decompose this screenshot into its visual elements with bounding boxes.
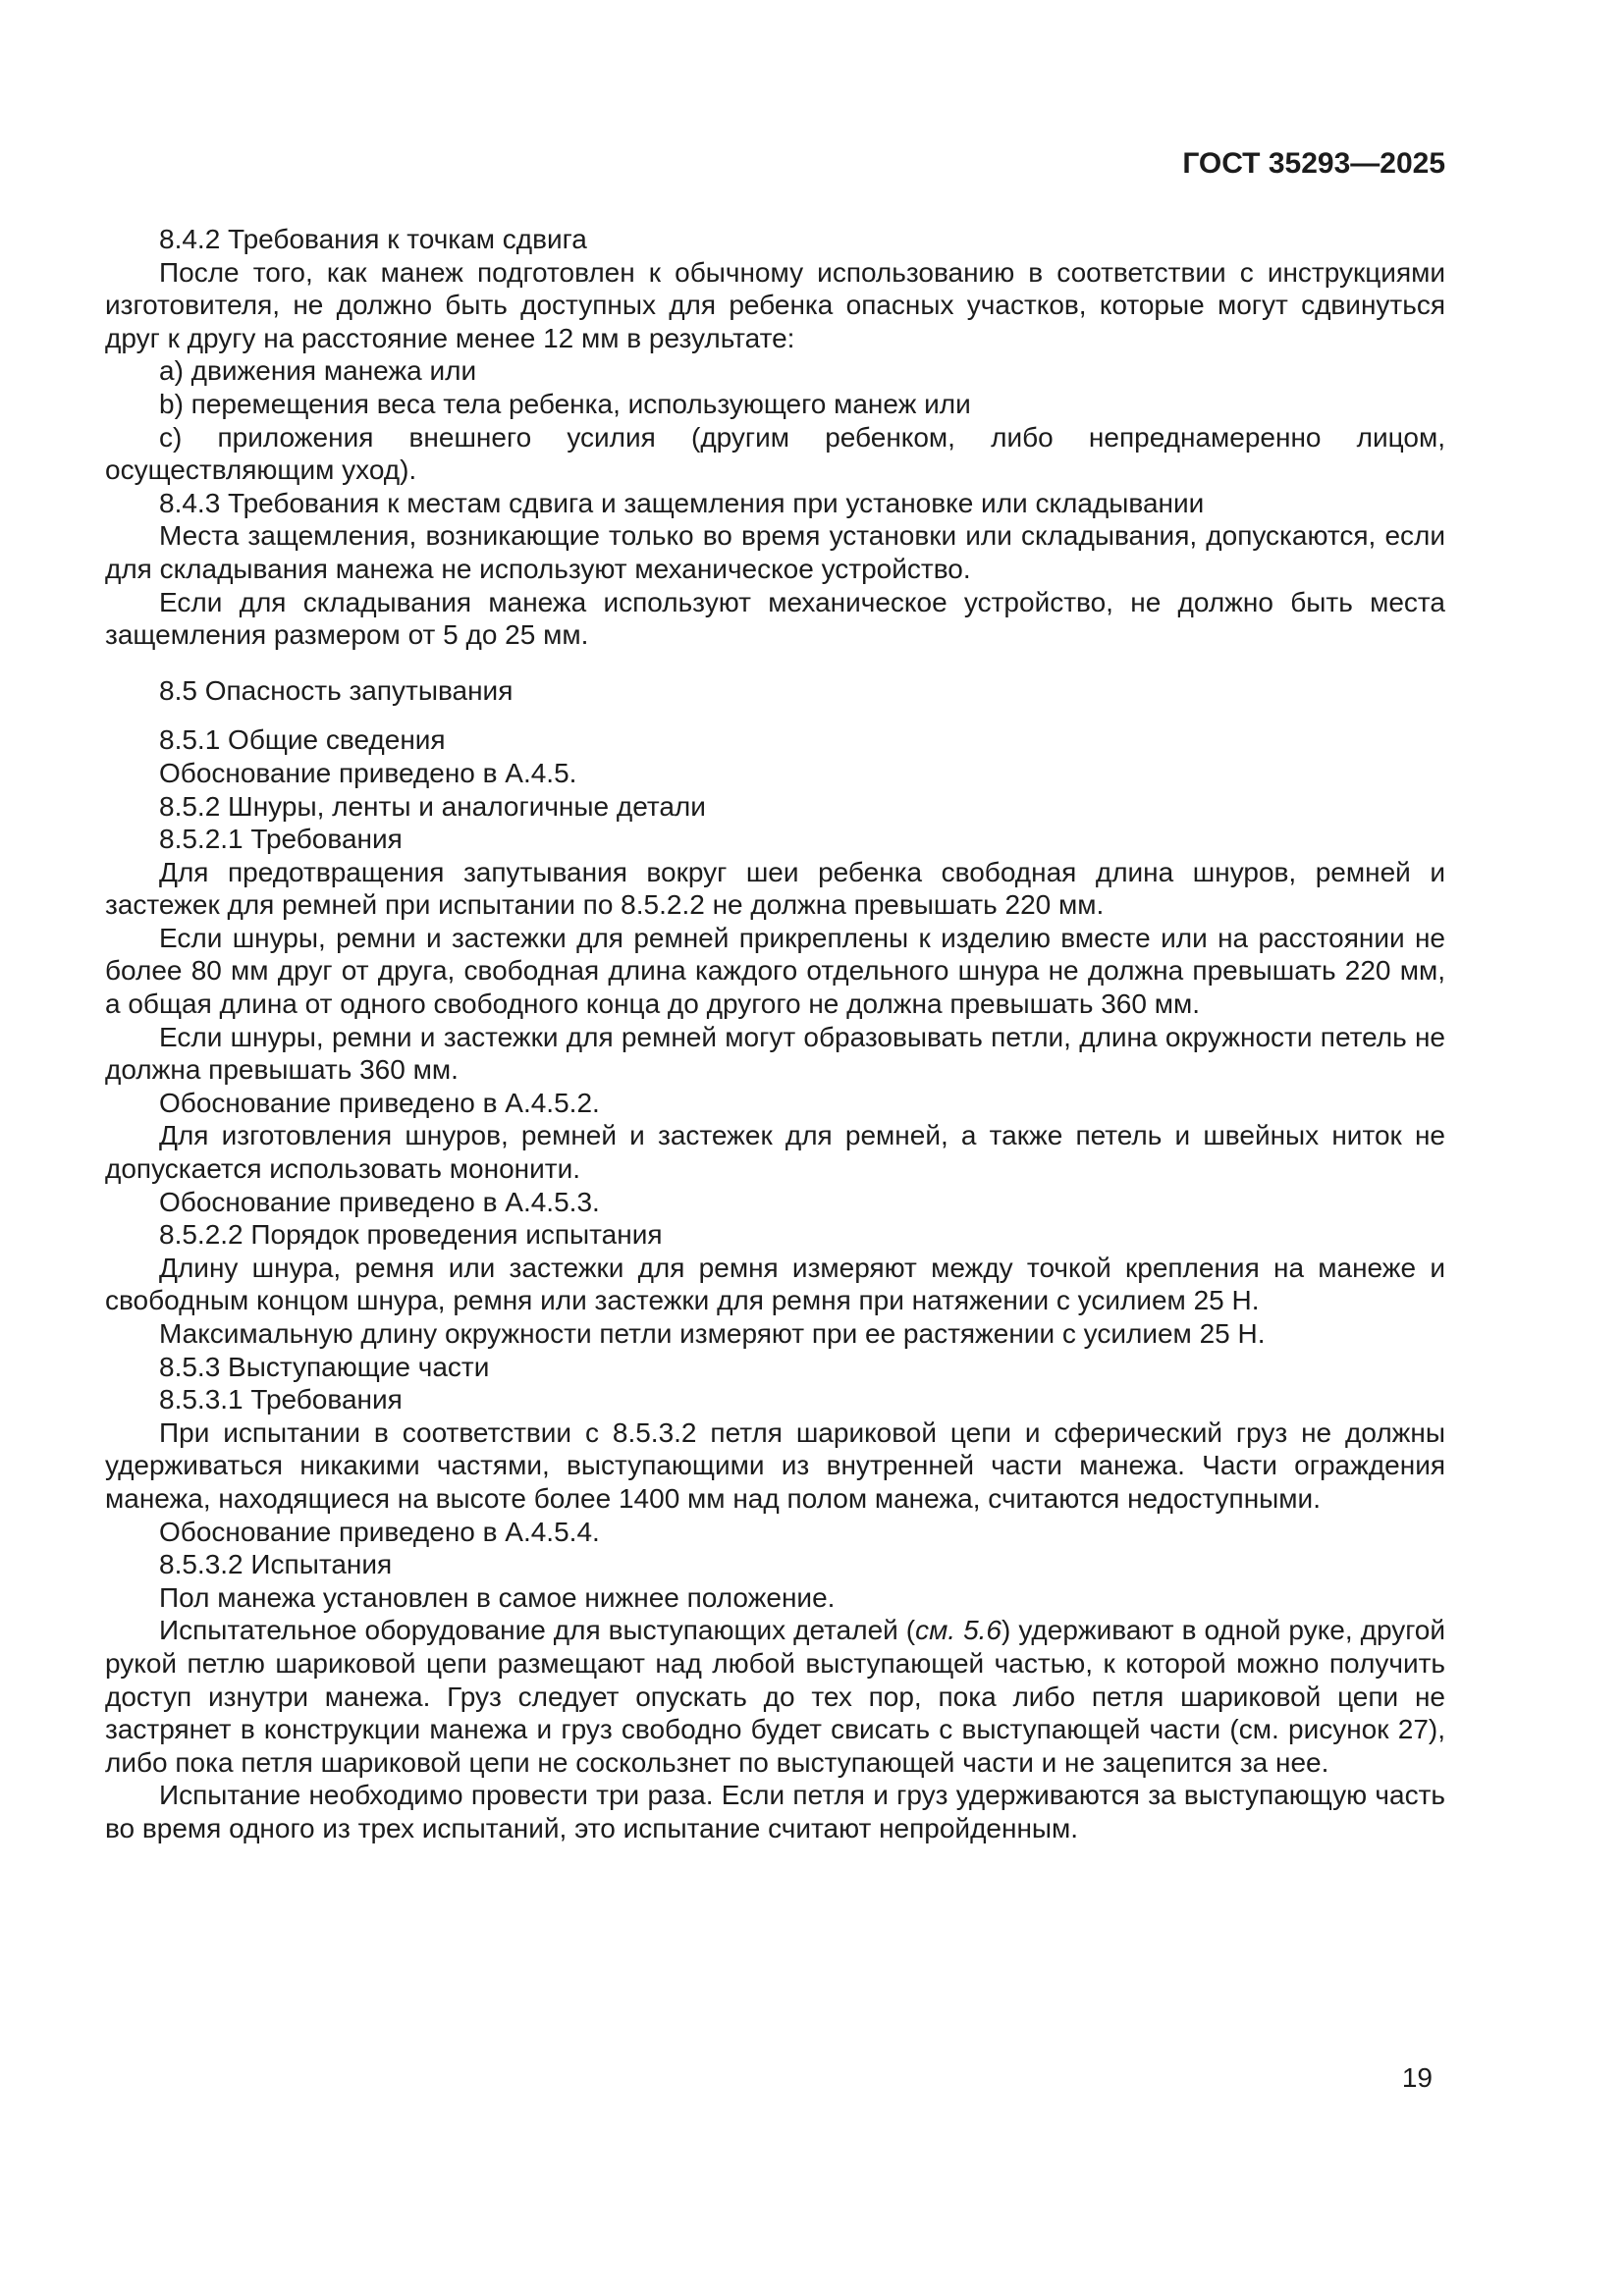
paragraph: Если шнуры, ремни и застежки для ремней могут образовывать петли, длина окружности петель не должна превышать 360 мм.: [105, 1021, 1445, 1086]
paragraph: Если для складывания манежа используют механическое устройство, не должно быть места защемления размером от 5 до 25 мм.: [105, 586, 1445, 651]
paragraph: Обоснование приведено в А.4.5.: [159, 757, 577, 788]
paragraph: После того, как манеж подготовлен к обычному использованию в соответствии с инструкциями изготовителя, не должно быть доступных для ребенка опасных участков, которые могут сдвинуться друг к другу на расстояние менее 12 мм в результате:: [105, 256, 1445, 353]
paragraph: Обоснование приведено в А.4.5.3.: [159, 1186, 600, 1217]
paragraph: Если шнуры, ремни и застежки для ремней прикреплены к изделию вместе или на расстоянии не более 80 мм друг от друга, свободная длина каждого отдельного шнура не должна превышать 220 мм, а общая длина от одного свободного конца до другого не должна превышать 360 мм.: [105, 922, 1445, 1020]
paragraph-text: Испытательное оборудование для выступающих деталей (: [159, 1615, 916, 1646]
paragraph: Обоснование приведено в А.4.5.4.: [159, 1516, 600, 1547]
subclause-title-8-5-3-1: 8.5.3.1 Требования: [159, 1384, 403, 1415]
paragraph: Обоснование приведено в А.4.5.2.: [159, 1087, 600, 1118]
subclause-title-8-5-2-2: 8.5.2.2 Порядок проведения испытания: [159, 1219, 663, 1251]
paragraph: Для изготовления шнуров, ремней и застежек для ремней, а также петель и швейных ниток не допускается использовать мононити.: [105, 1120, 1445, 1185]
clause-heading-8-5-3: 8.5.3 Выступающие части: [159, 1351, 490, 1382]
section-heading-8-5: 8.5 Опасность запутывания: [159, 674, 514, 706]
clause-heading-8-4-3: 8.4.3 Требования к местам сдвига и защемления при установке или складывании: [159, 487, 1205, 518]
clause-heading-8-5-2: 8.5.2 Шнуры, ленты и аналогичные детали: [159, 790, 706, 822]
list-item-a: a) движения манежа или: [159, 355, 477, 387]
clause-heading-8-4-2: 8.4.2 Требования к точкам сдвига: [159, 224, 587, 254]
cross-reference-italic: см. 5.6: [915, 1615, 1002, 1646]
paragraph: При испытании в соответствии с 8.5.3.2 петля шариковой цепи и сферический груз не должны удерживаться никакими частями, выступающими из внутренней части манежа. Части ограждения манежа, находящиеся на высоте более 1400 мм над полом манежа, считаются недоступными.: [105, 1416, 1445, 1514]
subclause-title-8-5-2-1: 8.5.2.1 Требования: [159, 824, 403, 855]
page-number: 19: [1401, 2062, 1433, 2093]
paragraph-text: ) удерживают в одной руке, другой рукой петлю шариковой цепи размещают над любой выступающей частью, к которой можно получить доступ изнутри манежа. Груз следует опускать до тех пор, пока либо петля шариковой цепи не застрянет в конструкции манежа и груз свободно будет свисать с выступающей части (см. рисунок 27), либо пока петля шариковой цепи не соскользнет по выступающей части и не зацепится за нее.: [105, 1615, 1446, 1778]
paragraph: Максимальную длину окружности петли измеряют при ее растяжении с усилием 25 Н.: [159, 1318, 1266, 1349]
paragraph: Пол манежа установлен в самое нижнее положение.: [159, 1581, 836, 1613]
list-item-b: b) перемещения веса тела ребенка, использующего манеж или: [159, 388, 971, 419]
standard-code-header: ГОСТ 35293—2025: [1182, 147, 1445, 180]
subclause-title-8-5-3-2: 8.5.3.2 Испытания: [159, 1549, 393, 1580]
paragraph: Испытание необходимо провести три раза. Если петля и груз удерживаются за выступающую часть во время одного из трех испытаний, это испытание считают непройденным.: [105, 1780, 1445, 1843]
paragraph: Длину шнура, ремня или застежки для ремня измеряют между точкой крепления на манеже и свободным концом шнура, ремня или застежки для ремня при натяжении с усилием 25 Н.: [105, 1252, 1445, 1316]
clause-heading-8-5-1: 8.5.1 Общие сведения: [159, 724, 446, 756]
paragraph: Места защемления, возникающие только во время установки или складывания, допускаются, если для складывания манежа не используют механическое устройство.: [105, 520, 1445, 584]
document-body: [105, 223, 1445, 1845]
paragraph: Для предотвращения запутывания вокруг шеи ребенка свободная длина шнуров, ремней и застежек для ремней при испытании по 8.5.2.2 не должна превышать 220 мм.: [105, 856, 1445, 921]
paragraph-with-reference: [105, 1614, 1445, 1779]
list-item-c: c) приложения внешнего усилия (другим ребенком, либо непреднамеренно лицом, осуществляющим уход).: [105, 421, 1445, 486]
